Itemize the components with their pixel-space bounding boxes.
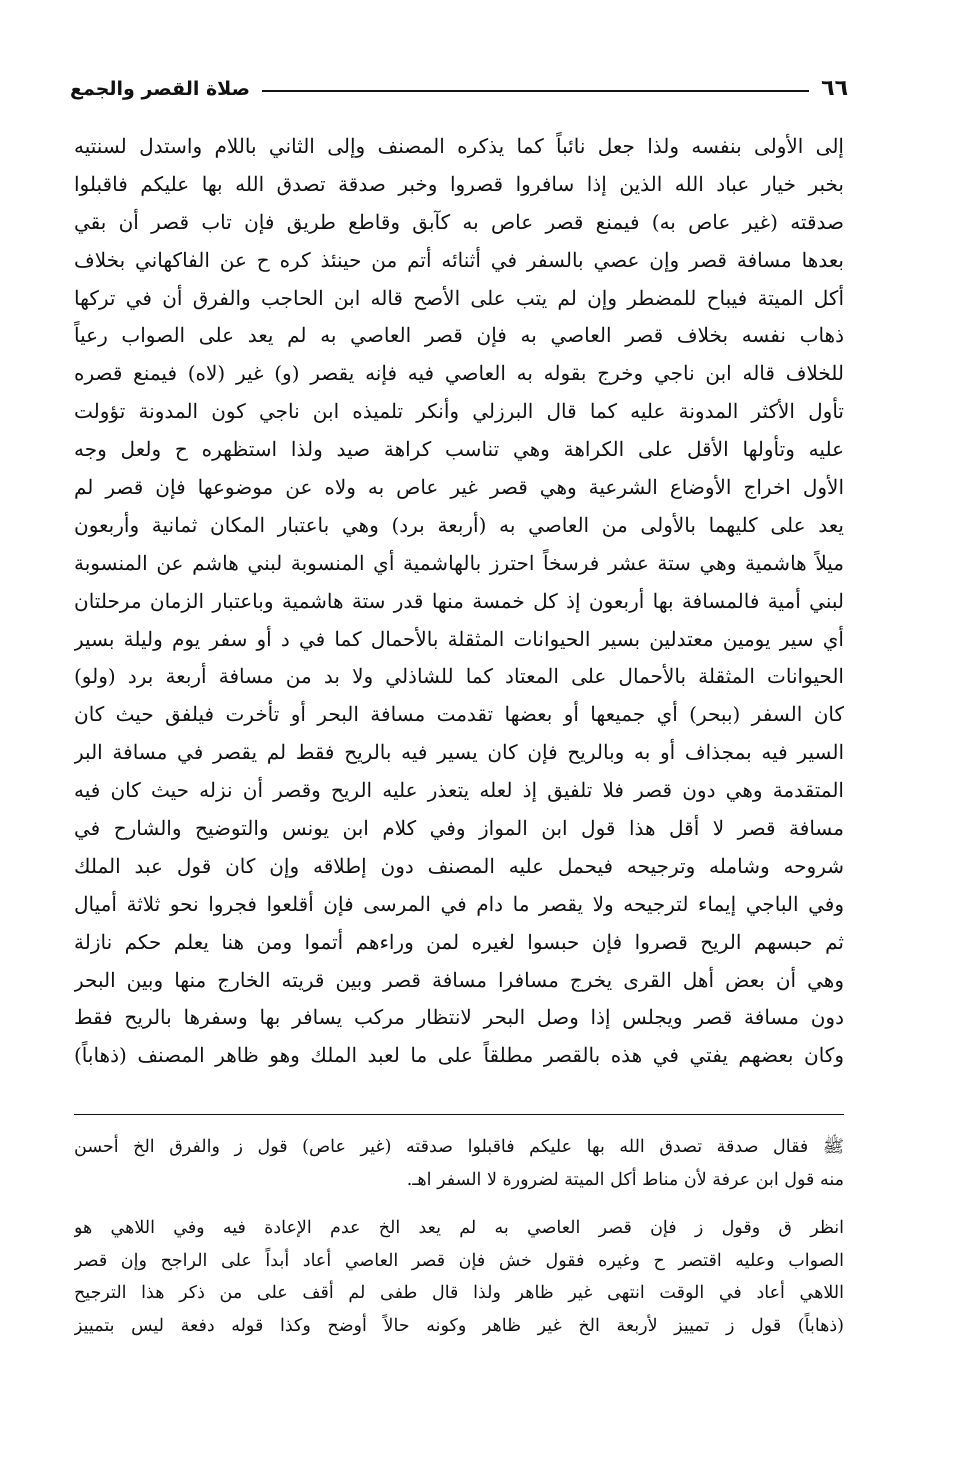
main-text-line: بخبر خيار عباد الله الذين إذا سافروا قصروا وخبر صدقة تصدق الله بها عليكم فاقبلوا <box>74 171 844 196</box>
main-text-line: أي سير يومين معتدلين بسير الحيوانات المثقلة بالأحمال كما في د أو سفر يوم وليلة بسير <box>74 626 844 651</box>
page-number: ٦٦ <box>821 76 848 101</box>
running-title: صلاة القصر والجمع <box>70 78 250 100</box>
main-text-line: ثم حبسهم الريح قصروا فإن حبسوا لغيره لمن وراءهم أتموا ومن هنا يعلم حكم نازلة <box>74 929 844 954</box>
footnote <box>74 1212 844 1342</box>
main-text-line: مسافة قصر لا أقل هذا قول ابن المواز وفي كلام ابن يونس والتوضيح والشارح في <box>74 816 844 841</box>
footnotes <box>74 1131 844 1342</box>
running-header <box>70 74 848 104</box>
main-text-line: كان السفر (ببحر) أي جميعها أو بعضها تقدمت مسافة البحر أو تأخرت فيلفق حيث كان <box>74 702 844 727</box>
footnote-separator <box>74 1114 844 1115</box>
main-text-line: عليه وتأولها الأقل على الكراهة وهي تناسب كراهة صيد ولذا استظهره ح ولعل وجه <box>74 437 844 462</box>
main-text-line: دون مسافة قصر ويجلس إذا وصل البحر لانتظار مركب يسافر بها وسفرها بالريح فقط <box>74 1005 844 1030</box>
main-text-line: بعدها مسافة قصر وإن عصي بالسفر في أثنائه أتم من حينئذ كره ح عن الفاكهاني بخلاف <box>74 247 844 272</box>
main-text-line: وكان بعضهم يفتي في هذه بالقصر مطلقاً على ما لعبد الملك وهو ظاهر المصنف (ذهاباً) <box>74 1043 844 1068</box>
main-text-line: صدقته (غير عاص به) فيمنع قصر عاص به كآبق وقاطع طريق فإن تاب قصر أن بقي <box>74 209 844 234</box>
footnote-line: انظر ق وقول ز فإن قصر العاصي به لم يعد الخ عدم الإعادة فيه وفي اللاهي هو <box>74 1218 844 1238</box>
main-text-line: شروحه وشامله وترجيحه فيحمل عليه المصنف دون إطلاقه وإن كان قول عبد الملك <box>74 853 844 878</box>
main-text-line: تأول الأكثر المدونة عليه كما قال البرزلي وأنكر تلميذه ابن ناجي كون المدونة تؤولت <box>74 399 844 424</box>
footnote-gap <box>74 1196 844 1212</box>
main-text-line: أكل الميتة فيباح للمضطر وإن لم يتب على الأصح قاله ابن الحاجب والفرق أن في تركها <box>74 285 844 310</box>
footnote-line: الصواب وعليه اقتصر ح وغيره فقول خش فإن قصر العاصي أعاد أبداً على الراجح وإن قصر <box>74 1250 844 1271</box>
footnote <box>74 1131 844 1196</box>
main-text-line: وهي أن بعض أهل القرى يخرج مسافرا مسافة قصر وبين قريته الخارج منها وبين البحر <box>74 967 844 992</box>
main-text-line: المتقدمة وهي دون قصر فلا تلفيق إذ لعله يتعذر عليه الريح وقصر أن نزله حيث كان فيه <box>74 778 844 803</box>
main-text-line: السير فيه بمجذاف أو به وبالريح فإن كان يسير فيه بالريح فقط لم يقصر في مسافة البر <box>74 740 844 765</box>
footnote-line: اللاهي أعاد في الوقت انتهى غير ظاهر ولذا قال طفى لم أقف على من ذكر هذا الترجيح <box>74 1283 844 1303</box>
main-text <box>74 128 844 1075</box>
main-text-line: للخلاف قاله ابن ناجي وخرج بقوله به العاصي فيه فإنه يقصر (و) غير (لاه) فيمنع قصره <box>74 361 844 386</box>
main-text-line: يعد على كليهما بالأولى من العاصي به (أربعة برد) وهي باعتبار المكان ثمانية وأربعون <box>74 512 844 537</box>
main-text-line: وفي الباجي إيماء لترجيحه ولا يقصر ما دام في المرسى فإن أقلعوا فجروا نحو ثلاثة أميال <box>74 891 844 916</box>
footnote-line: منه قول ابن عرفة لأن مناط أكل الميتة لضرورة لا السفر اهـ. <box>406 1169 844 1190</box>
main-text-line: إلى الأولى بنفسه ولذا جعل نائباً كما يذكره المصنف وإلى الثاني باللام واستدل لسنتيه <box>74 134 844 158</box>
main-text-line: الحيوانات المثقلة بالأحمال على المعتاد كما للشاذلي ولا بد من مسافة أربعة برد (ولو) <box>74 664 844 689</box>
main-text-line: ذهاب نفسه بخلاف قصر العاصي به فإن قصر العاصي به لم يعد على الصواب رعياً <box>74 323 844 348</box>
main-text-line: لبني أمية فالمسافة بها أربعون إذ كل خمسة منها قدر ستة هاشمية وباعتبار الزمان مرحلتان <box>74 588 844 613</box>
main-text-line: الأول اخراج الأوضاع الشرعية وهي قصر غير عاص به ولاه عن موضوعها فإن قصر لم <box>74 475 844 500</box>
footnote-line: ﷺ فقال صدقة تصدق الله بها عليكم فاقبلوا صدقته (غير عاص) قول ز والفرق الخ أحسن <box>74 1137 844 1157</box>
main-text-line: ميلاً هاشمية وهي ستة عشر فرسخاً احترز بالهاشمية أي المنسوبة لبني هاشم عن المنسوبة <box>74 550 844 575</box>
header-rule <box>262 90 809 92</box>
footnote-line: (ذهاباً) قول ز تمييز لأربعة الخ غير ظاهر وكونه حالاً أوضح وكذا قوله دفعة ليس بتمييز <box>74 1315 844 1336</box>
